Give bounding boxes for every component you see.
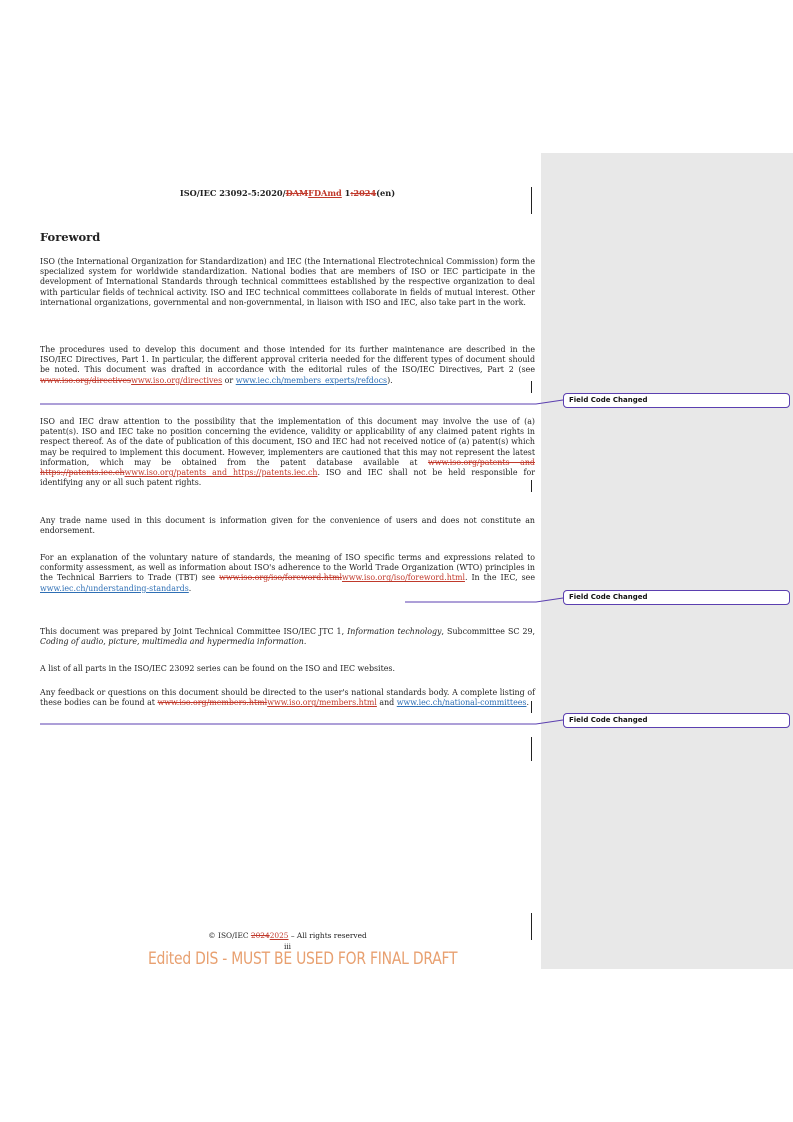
inserted-link-patents[interactable]: www.iso.org/patents and https://patents.iec.ch bbox=[124, 468, 318, 478]
paragraph-2-text: The procedures used to develop this document and those intended for its further maintenance are described in the ISO/IEC Directives, Part 1. In particular, the different approval criteria needed for the different types of document should be noted. This document was drafted in accordance with the editorial rules of the ISO/IEC Directives, Part 2 (see bbox=[40, 345, 535, 375]
header-inserted-stage: FDAmd bbox=[308, 188, 342, 198]
comment-label: Field Code Changed bbox=[569, 716, 648, 724]
paragraph-5-end: . bbox=[188, 583, 192, 593]
paragraph-2-end: ). bbox=[387, 375, 393, 385]
paragraph-1-text: ISO (the International Organization for Standardization) and IEC (the International Electrotechnical Commission) form the specialized system for worldwide standardization. National bodies that are members of ISO or IEC participate in the development of International Standards through technical committees established by the respective organization to deal with particular fields of technical activity. ISO and IEC technical committees collaborate in fields of mutual interest. Other international organizations, governmental and non-governmental, in liaison with ISO and IEC, also take part in the work. bbox=[40, 257, 535, 307]
page-number: iii bbox=[283, 942, 292, 951]
foreword-title: Foreword bbox=[40, 230, 101, 244]
deleted-link-directives[interactable]: www.iso.org/directives bbox=[40, 375, 132, 385]
header-prefix: ISO/IEC 23092-5:2020/ bbox=[179, 188, 286, 198]
inserted-link-foreword[interactable]: www.iso.org/iso/foreword.html bbox=[342, 573, 465, 583]
paragraph-5-mid: . In the IEC, see bbox=[464, 573, 535, 583]
header-deleted-stage: DAM bbox=[285, 188, 309, 198]
connector-line-3 bbox=[40, 720, 563, 724]
inserted-link-members[interactable]: www.iso.org/members.html bbox=[267, 698, 377, 708]
footer-deleted-year: 2024 bbox=[250, 931, 270, 940]
comment-label: Field Code Changed bbox=[569, 396, 648, 404]
comment-balloon-1[interactable] bbox=[563, 393, 790, 408]
paragraph-5-text: For an explanation of the voluntary nature of standards, the meaning of ISO specific terms and expressions related to conformity assessment, as well as information about ISO's adherence to the World Trade Organization (WTO) principles in the Technical Barriers to Trade (TBT) see bbox=[40, 553, 535, 583]
footer-inserted-year: 2025 bbox=[269, 931, 289, 940]
link-iec-national-committees[interactable]: www.iec.ch/national-committees bbox=[396, 698, 527, 708]
paragraph-8-and: and bbox=[376, 698, 397, 708]
paragraph-8-text: Any feedback or questions on this document should be directed to the user's national standards body. A complete listing of these bodies can be found at bbox=[40, 688, 535, 708]
paragraph-2-or: or bbox=[222, 375, 236, 385]
paragraph-7-text: A list of all parts in the ISO/IEC 23092 series can be found on the ISO and IEC websites. bbox=[40, 664, 395, 673]
connector-line-2 bbox=[405, 598, 563, 602]
inserted-link-directives[interactable]: www.iso.org/directives bbox=[131, 375, 223, 385]
page-footer bbox=[40, 931, 535, 940]
paragraph-6-italic-2: Coding of audio, picture, multimedia and hypermedia information bbox=[40, 637, 304, 647]
link-iec-understanding-standards[interactable]: www.iec.ch/understanding-standards bbox=[40, 583, 189, 593]
header-amd-number: 1 bbox=[341, 188, 351, 198]
comment-label: Field Code Changed bbox=[569, 593, 648, 601]
comment-balloon-2[interactable] bbox=[563, 590, 790, 605]
link-iec-refdocs[interactable]: www.iec.ch/members_experts/refdocs bbox=[235, 375, 388, 385]
comment-balloon-3[interactable] bbox=[563, 713, 790, 728]
paragraph-6-text: This document was prepared by Joint Technical Committee ISO/IEC JTC 1, bbox=[40, 627, 348, 636]
footer-copyright-prefix: © ISO/IEC bbox=[208, 931, 251, 940]
deleted-link-patents[interactable]: www.iso.org/patents and https://patents.iec.ch bbox=[40, 457, 535, 478]
paragraph-3-end: . ISO and IEC shall not be held responsible for identifying any or all such patent rights. bbox=[40, 468, 535, 488]
paragraph-6-italic-1: Information technology bbox=[347, 627, 442, 636]
watermark: Edited DIS - MUST BE USED FOR FINAL DRAFT bbox=[148, 949, 458, 969]
paragraph-6-end: . bbox=[303, 637, 307, 647]
deleted-link-members[interactable]: www.iso.org/members.html bbox=[157, 698, 268, 708]
deleted-link-foreword[interactable]: www.iso.org/iso/foreword.html bbox=[219, 573, 343, 583]
paragraph-8-end: . bbox=[526, 698, 529, 708]
header-deleted-year: :2024 bbox=[350, 188, 377, 198]
paragraph-4-text: Any trade name used in this document is information given for the convenience of users and does not constitute an endorsement. bbox=[40, 516, 535, 536]
paragraph-3-text: ISO and IEC draw attention to the possibility that the implementation of this document may involve the use of (a) patent(s). ISO and IEC take no position concerning the evidence, validity or applicability of any claimed patent rights in respect thereof. As of the date of publication of this document, ISO and IEC had not received notice of (a) patent(s) which may be required to implement this document. However, implementers are cautioned that this may not represent the latest information, which may be obtained from the patent database available at bbox=[40, 417, 535, 467]
header-suffix: (en) bbox=[376, 188, 396, 198]
paragraph-6-mid: , Subcommittee SC 29, bbox=[441, 627, 536, 636]
footer-copyright-suffix: – All rights reserved bbox=[288, 931, 367, 940]
connector-line-1 bbox=[40, 400, 563, 404]
